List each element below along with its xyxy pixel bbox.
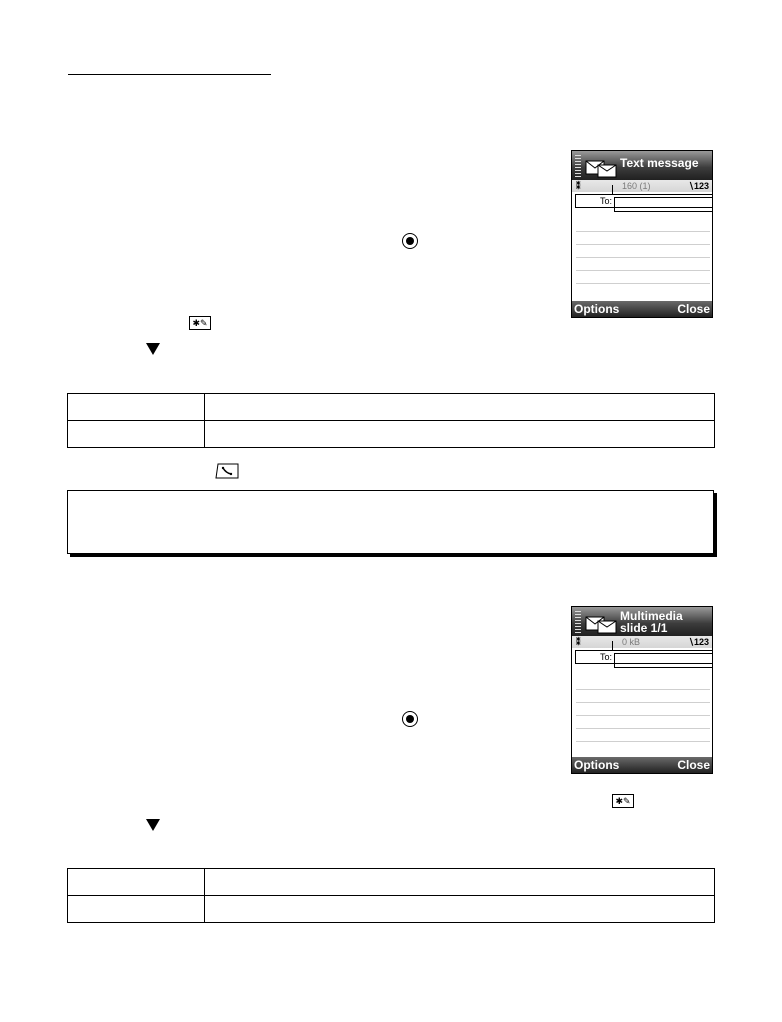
to-input-underline [614, 207, 712, 212]
softkey-bar [572, 301, 712, 317]
note-box [67, 490, 714, 554]
table-row [68, 896, 715, 923]
message-line [576, 244, 710, 245]
to-input[interactable] [614, 653, 712, 663]
signal-strength-icon [575, 611, 581, 633]
status-bar [572, 180, 712, 192]
table-row [68, 394, 715, 421]
joystick-press-icon [402, 711, 418, 727]
table-cell [68, 421, 205, 448]
table-row [68, 869, 715, 896]
text-message-screen [571, 150, 713, 318]
table-cell [68, 896, 205, 923]
cursor-tick [612, 185, 613, 194]
input-mode-label: 123 [693, 637, 709, 647]
options-softkey[interactable]: Options [574, 758, 620, 772]
table-cell [68, 394, 205, 421]
section-heading-rule [68, 74, 271, 75]
message-line [576, 231, 710, 232]
message-envelope-icon [584, 157, 620, 179]
scroll-down-icon [146, 343, 160, 355]
input-mode-label: 123 [693, 181, 709, 191]
table-cell [205, 869, 715, 896]
options-softkey[interactable]: Options [574, 302, 620, 316]
message-line [576, 283, 710, 284]
input-mode-indicator: ∖123 [688, 181, 709, 191]
softkey-bar [572, 757, 712, 773]
antenna-icon: ⁑ [576, 181, 581, 191]
message-line [576, 702, 710, 703]
table-cell [205, 421, 715, 448]
joystick-press-icon [402, 233, 418, 249]
to-label: To: [600, 652, 613, 662]
to-label: To: [600, 196, 613, 206]
close-softkey[interactable]: Close [677, 302, 710, 316]
screen-title: Text message [620, 156, 699, 170]
scroll-down-icon [146, 819, 160, 831]
table-cell [205, 896, 715, 923]
character-counter: 160 (1) [622, 181, 651, 191]
table-row [68, 421, 715, 448]
screen-title [620, 610, 710, 634]
multimedia-message-screen [571, 606, 713, 774]
options-table-1 [67, 393, 715, 448]
message-line [576, 257, 710, 258]
signal-strength-icon [575, 155, 581, 177]
options-table-2 [67, 868, 715, 923]
size-counter: 0 kB [622, 637, 641, 647]
table-cell [68, 869, 205, 896]
send-key-icon [215, 463, 239, 479]
message-line [576, 728, 710, 729]
star-key-icon: ✱✎ [189, 316, 211, 330]
message-line [576, 715, 710, 716]
to-field[interactable] [575, 650, 712, 664]
title-bar [572, 607, 712, 637]
table-cell [205, 394, 715, 421]
message-line [576, 689, 710, 690]
status-bar [572, 636, 712, 648]
antenna-icon: ⁑ [576, 637, 581, 647]
message-envelope-icon [584, 613, 620, 635]
to-input[interactable] [614, 197, 712, 207]
cursor-tick [612, 641, 613, 650]
input-mode-indicator: ∖123 [688, 637, 709, 647]
title-bar [572, 151, 712, 181]
to-input-underline [614, 663, 712, 668]
screen-title-line1: Multimedia [620, 609, 683, 623]
screen-title-line2: slide 1/1 [620, 621, 668, 635]
star-key-icon: ✱✎ [612, 794, 634, 808]
to-field[interactable] [575, 194, 712, 208]
close-softkey[interactable]: Close [677, 758, 710, 772]
message-line [576, 741, 710, 742]
message-line [576, 270, 710, 271]
